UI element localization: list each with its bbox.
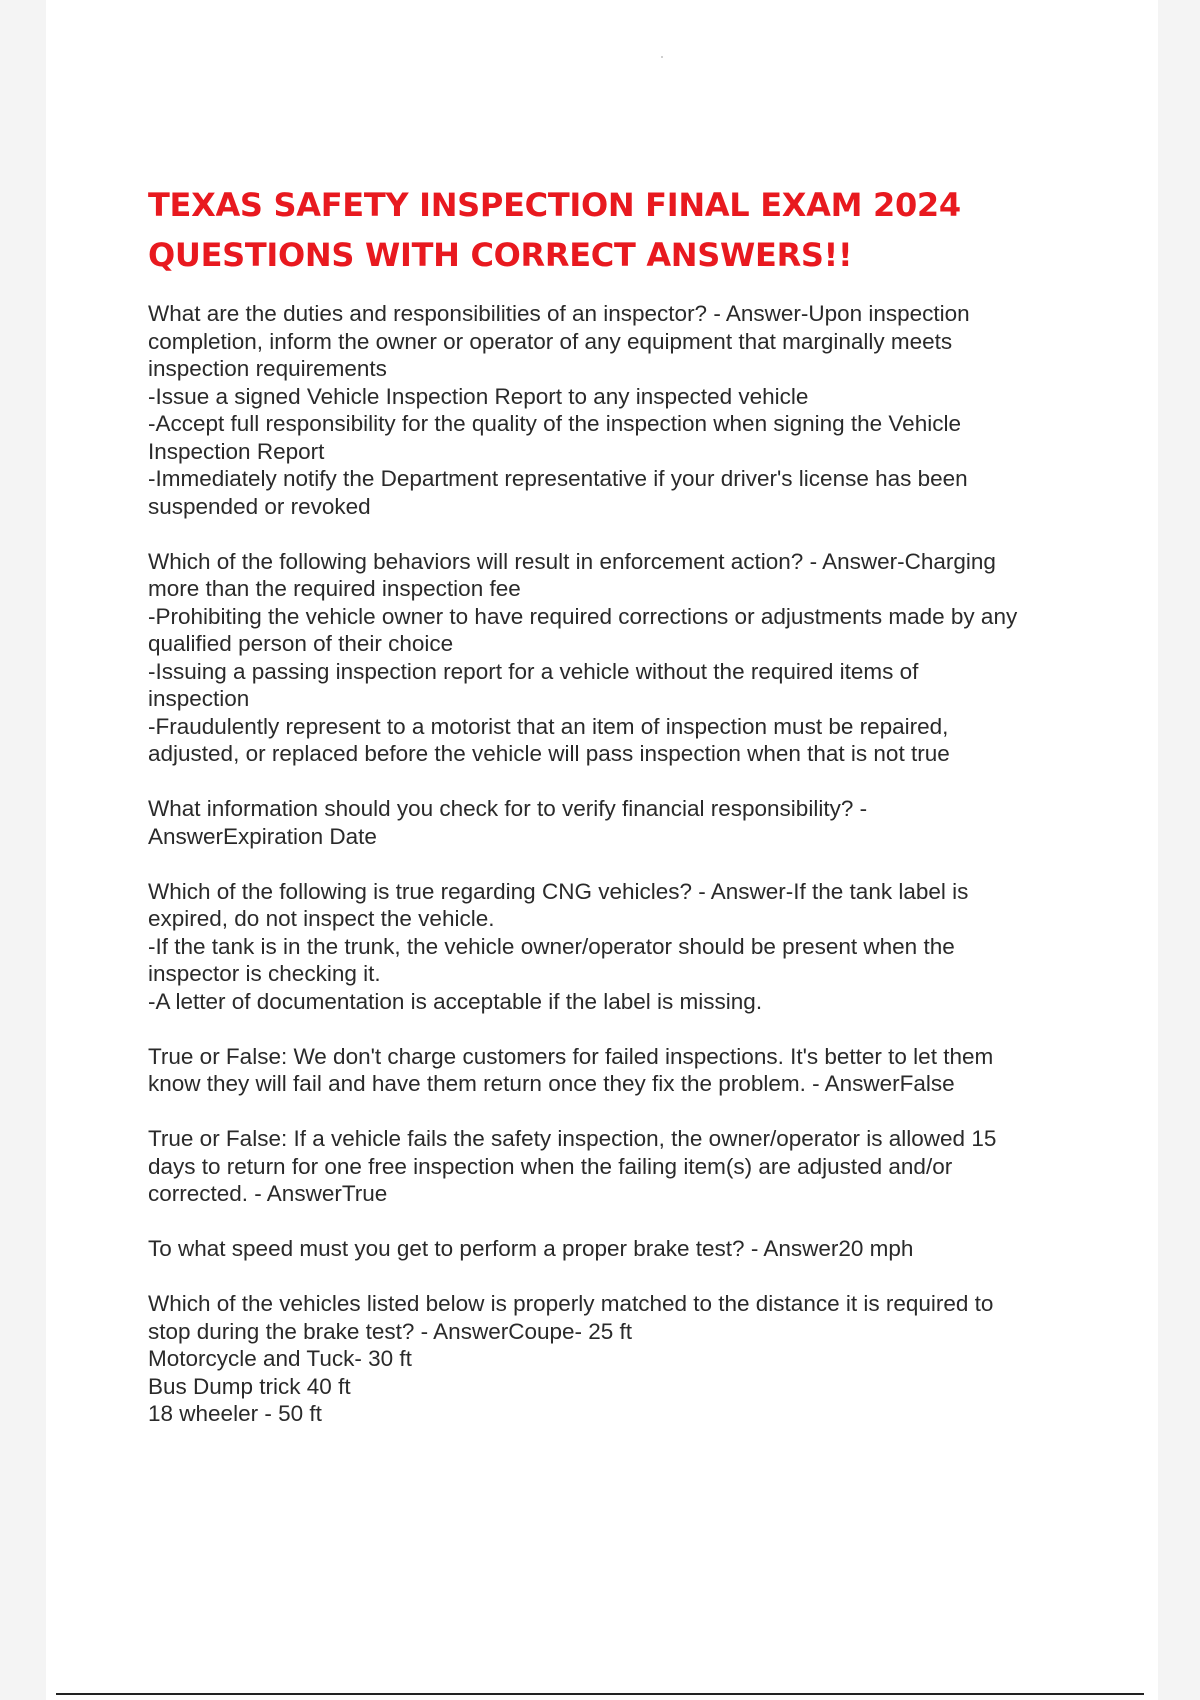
answer-line: -If the tank is in the trunk, the vehicle owner/operator should be present when the xyxy=(148,933,955,959)
answer-line: -Prohibiting the vehicle owner to have required corrections or adjustments made by any xyxy=(148,603,1018,629)
answer-line: Bus Dump trick 40 ft xyxy=(148,1373,351,1399)
scan-speck xyxy=(661,56,663,58)
question-line: Which of the following is true regarding CNG vehicles? - Answer-If the tank label is xyxy=(148,878,969,904)
question-line: What information should you check for to verify financial responsibility? - xyxy=(148,796,868,821)
answer-line: expired, do not inspect the vehicle. xyxy=(148,906,495,931)
answer-line: -Immediately notify the Department representative if your driver's license has been xyxy=(148,466,968,491)
answer-line: days to return for one free inspection when the failing item(s) are adjusted and/or xyxy=(148,1153,953,1179)
question-line: Which of the following behaviors will result in enforcement action? - Answer-Charging xyxy=(148,548,996,574)
document-content xyxy=(148,180,1108,1455)
document-page xyxy=(46,0,1158,1700)
answer-line: -Issue a signed Vehicle Inspection Report to any inspected vehicle xyxy=(148,383,809,409)
title-line: QUESTIONS WITH CORRECT ANSWERS!! xyxy=(148,236,853,274)
answer-line: inspection xyxy=(148,686,250,711)
qa-block xyxy=(148,878,1108,1016)
title-line: TEXAS SAFETY INSPECTION FINAL EXAM 2024 xyxy=(148,186,961,224)
answer-line: -A letter of documentation is acceptable if the label is missing. xyxy=(148,988,763,1014)
answer-line: know they will fail and have them return once they fix the problem. - AnswerFalse xyxy=(148,1071,955,1096)
answer-line: more than the required inspection fee xyxy=(148,576,521,601)
qa-block xyxy=(148,1043,1108,1098)
qa-block xyxy=(148,548,1108,768)
answer-line: corrected. - AnswerTrue xyxy=(148,1181,388,1206)
answer-line: AnswerExpiration Date xyxy=(148,823,377,849)
answer-line: -Accept full responsibility for the quality of the inspection when signing the Vehicle xyxy=(148,411,961,436)
answer-line: inspector is checking it. xyxy=(148,961,381,986)
qa-block xyxy=(148,1235,1108,1263)
answer-line: adjusted, or replaced before the vehicle will pass inspection when that is not true xyxy=(148,741,950,766)
question-line: True or False: We don't charge customers for failed inspections. It's better to let them xyxy=(148,1043,994,1069)
qa-block xyxy=(148,300,1108,520)
answer-line: qualified person of their choice xyxy=(148,631,454,656)
bottom-divider xyxy=(56,1693,1144,1695)
qa-block xyxy=(148,795,1108,850)
question-line: True or False: If a vehicle fails the safety inspection, the owner/operator is allowed 15 xyxy=(148,1126,997,1151)
answer-line: stop during the brake test? - AnswerCoupe- 25 ft xyxy=(148,1318,633,1344)
answer-line: -Issuing a passing inspection report for a vehicle without the required items of xyxy=(148,658,919,684)
qa-list xyxy=(148,300,1108,1428)
question-line: To what speed must you get to perform a proper brake test? - Answer20 mph xyxy=(148,1236,914,1261)
answer-line: Inspection Report xyxy=(148,438,325,464)
qa-block xyxy=(148,1125,1108,1208)
qa-block xyxy=(148,1290,1108,1428)
answer-line: 18 wheeler - 50 ft xyxy=(148,1401,322,1426)
answer-line: suspended or revoked xyxy=(148,493,371,519)
answer-line: Motorcycle and Tuck- 30 ft xyxy=(148,1346,412,1371)
answer-line: completion, inform the owner or operator of any equipment that marginally meets xyxy=(148,328,953,354)
question-line: What are the duties and responsibilities of an inspector? - Answer-Upon inspection xyxy=(148,301,970,326)
question-line: Which of the vehicles listed below is properly matched to the distance it is required to xyxy=(148,1291,994,1316)
document-title xyxy=(148,180,1108,280)
answer-line: -Fraudulently represent to a motorist that an item of inspection must be repaired, xyxy=(148,713,949,739)
answer-line: inspection requirements xyxy=(148,356,387,381)
